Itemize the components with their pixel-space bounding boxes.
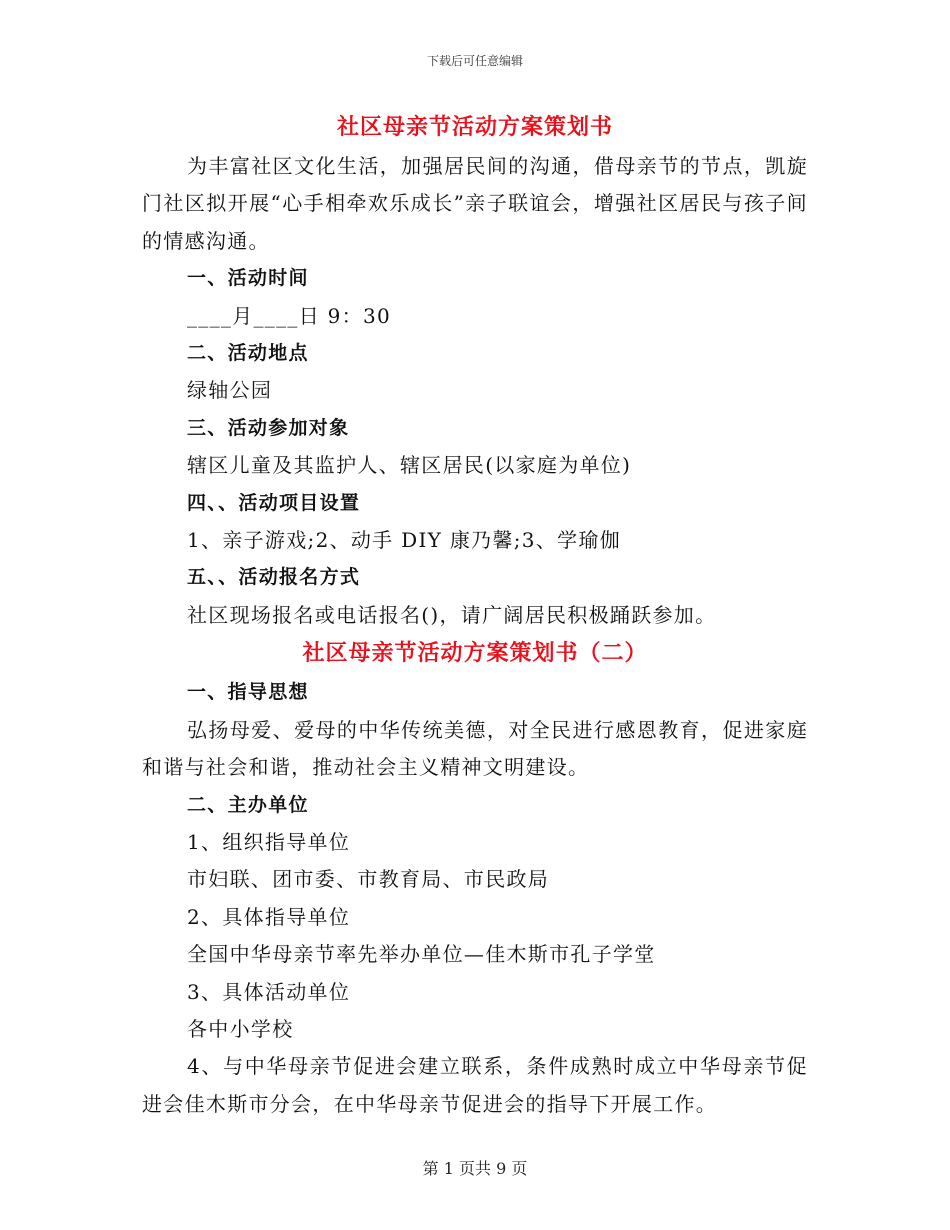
document-body [142,108,808,1123]
heading-activity-time: 一、活动时间 [187,267,309,290]
heading-participants: 三、活动参加对象 [187,416,350,439]
organizer-4-paragraph: 4、与中华母亲节促进会建立联系，条件成熟时成立中华母亲节促进会佳木斯市分会，在中华母亲节促进会的指导下开展工作。 [142,1054,808,1116]
organizer-2-value: 全国中华母亲节率先举办单位—佳木斯市孔子学堂 [187,942,656,967]
header-note: 下载后可任意编辑 [426,54,523,68]
heading-signup-method: 五、、活动报名方式 [187,566,361,589]
section-two-title: 社区母亲节活动方案策划书（二） [302,641,648,667]
heading-activity-place: 二、活动地点 [187,342,309,365]
signup-method-value: 社区现场报名或电话报名()，请广阔居民积极踊跃参加。 [187,602,717,627]
document-title: 社区母亲节活动方案策划书 [336,115,613,140]
guiding-thought-paragraph: 弘扬母爱、爱母的中华传统美德，对全民进行感恩教育，促进家庭和谐与社会和谐，推动社会主义精神文明建设。 [142,717,808,780]
organizer-1-label: 1、组织指导单位 [187,829,351,854]
participants-value: 辖区儿童及其监护人、辖区居民(以家庭为单位) [187,453,632,478]
activity-items-value: 1、亲子游戏;2、动手 DIY 康乃馨;3、学瑜伽 [187,528,622,553]
page-number: 第 1 页共 9 页 [422,1159,528,1178]
organizer-1-value: 市妇联、团市委、市教育局、市民政局 [187,867,550,892]
organizer-3-label: 3、具体活动单位 [187,979,351,1004]
organizer-3-value: 各中小学校 [187,1016,294,1041]
activity-time-value: ____月____日 9：30 [187,303,392,328]
heading-organizers: 二、主办单位 [187,793,309,816]
intro-paragraph: 为丰富社区文化生活，加强居民间的沟通，借母亲节的节点，凯旋门社区拟开展“心手相牵欢乐成长”亲子联谊会，增强社区居民与孩子间的情感沟通。 [142,154,808,253]
organizer-2-label: 2、具体指导单位 [187,904,351,929]
heading-activity-items: 四、、活动项目设置 [187,491,361,514]
heading-guiding-thought: 一、指导思想 [187,681,309,704]
activity-place-value: 绿轴公园 [187,378,273,403]
